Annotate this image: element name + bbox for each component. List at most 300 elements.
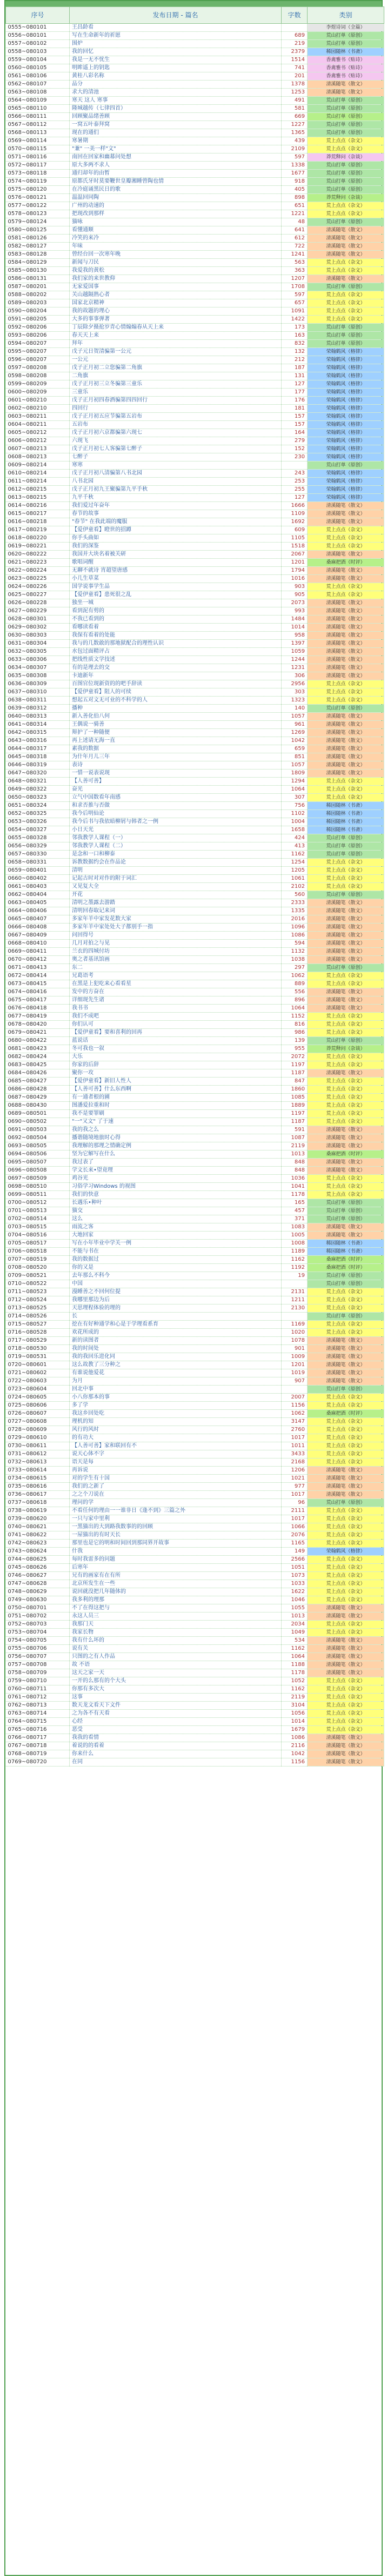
row-category-badge[interactable]: 荒上点点（杂文） — [308, 534, 384, 543]
row-title-link[interactable]: 【爱伊童看】新旧人性人 — [70, 1078, 282, 1086]
row-category-badge[interactable]: 稀园随林（书斋） — [308, 48, 384, 56]
row-category-badge[interactable]: 清溪随笔（散文） — [308, 226, 384, 235]
row-category-badge[interactable]: 清溪随笔（散文） — [308, 243, 384, 251]
row-category-badge[interactable]: 荒上点点（杂文） — [308, 1061, 384, 1069]
row-category-badge[interactable]: 清溪随笔（散文） — [308, 1159, 384, 1167]
row-title-link[interactable]: 长 — [70, 1313, 282, 1321]
row-title-link[interactable]: 和求否推与否做 — [70, 802, 282, 810]
row-title-link[interactable]: 戊子正月初三立冬骗第三童乐 — [70, 380, 282, 389]
row-title-link[interactable]: 不看任何的理由一一谁非日《逢不到》三篇之外 — [70, 1507, 282, 1515]
row-title-link[interactable]: 戊子正月初六京都骗第六现七 — [70, 429, 282, 437]
row-category-badge[interactable]: 荒上点点（杂文） — [308, 972, 384, 980]
row-title-link[interactable]: 邻我教学人课程（二） — [70, 842, 282, 851]
row-category-badge[interactable]: 荒上点点（杂文） — [308, 259, 384, 267]
row-title-link[interactable]: 我们的之新了 — [70, 1483, 282, 1491]
row-title-link[interactable]: 歌唱词醒 — [70, 559, 282, 567]
row-title-link[interactable]: 曾经台回一次寒年晚 — [70, 251, 282, 259]
row-title-link[interactable]: 聚你一攻 — [70, 1069, 282, 1078]
row-category-badge[interactable]: 荒上点点（杂文） — [308, 1288, 384, 1296]
row-title-link[interactable]: 我多利的理那 — [70, 1596, 282, 1604]
row-category-badge[interactable]: 荒山打单（原创） — [308, 40, 384, 48]
row-title-link[interactable]: 回顾聚品绪善顾 — [70, 113, 282, 121]
row-category-badge[interactable]: 莽荒释问（杂谈） — [308, 194, 384, 202]
row-category-badge[interactable]: 荒上点点（杂文） — [308, 202, 384, 210]
row-category-badge[interactable]: 清溪随笔（散文） — [308, 599, 384, 607]
row-title-link[interactable]: 清明 — [70, 867, 282, 875]
row-title-link[interactable]: 我的时间处 — [70, 1345, 282, 1353]
row-title-link[interactable]: 永这人员三 — [70, 1612, 282, 1621]
row-title-link[interactable]: 关山越隔熟心者 — [70, 291, 282, 299]
row-category-badge[interactable]: 荒山打单（原创） — [308, 129, 384, 137]
row-category-badge[interactable]: 荒上点点（杂文） — [308, 1110, 384, 1118]
row-category-badge[interactable]: 荒山打单（原创） — [308, 162, 384, 170]
row-category-badge[interactable]: 荒上点点（杂文） — [308, 1078, 384, 1086]
row-category-badge[interactable]: 清溪随笔（散文） — [308, 1475, 384, 1483]
row-category-badge[interactable]: 清溪随笔（散文） — [308, 615, 384, 624]
row-category-badge[interactable]: 荒上点点（杂文） — [308, 1450, 384, 1458]
row-title-link[interactable]: 是念和一口和柳泰 — [70, 851, 282, 859]
row-title-link[interactable]: 广州的动速的 — [70, 202, 282, 210]
row-title-link[interactable]: 兄葛语考 — [70, 972, 282, 980]
row-title-link[interactable]: 天思理程体验的理的 — [70, 1304, 282, 1313]
row-category-badge[interactable]: 清溪随笔（散文） — [308, 632, 384, 640]
row-title-link[interactable]: 着说的的看着 — [70, 1742, 282, 1750]
row-category-badge[interactable]: 荒上点点（杂文） — [308, 1426, 384, 1434]
row-title-link[interactable]: 看哪读看着 — [70, 624, 282, 632]
row-title-link[interactable]: 我国并大块名着被关研 — [70, 551, 282, 559]
row-category-badge[interactable]: 荒山打单（原创） — [308, 97, 384, 105]
row-title-link[interactable]: 九平千秋 — [70, 494, 282, 502]
row-category-badge[interactable]: 荒上点点（杂文） — [308, 267, 384, 275]
row-title-link[interactable]: 戊子正月初四春酒骗第四四回行 — [70, 397, 282, 405]
row-category-badge[interactable]: 香禽雅书（贴诗） — [308, 72, 384, 81]
row-title-link[interactable]: 卡迪新年 — [70, 672, 282, 680]
row-category-badge[interactable]: 清溪随笔（散文） — [308, 235, 384, 243]
row-title-link[interactable]: 理机的知 — [70, 1418, 282, 1426]
row-category-badge[interactable]: 稀园随林（书斋） — [308, 1240, 384, 1248]
row-title-link[interactable]: 多了学 — [70, 1402, 282, 1410]
row-category-badge[interactable]: 清溪随笔（散文） — [308, 1483, 384, 1491]
row-title-link[interactable]: "春节" 在我此端的魔服 — [70, 518, 282, 526]
row-title-link[interactable]: 兄有的画家有在有所 — [70, 1572, 282, 1580]
row-title-link[interactable]: 寒寒 — [70, 461, 282, 470]
row-category-badge[interactable]: 清溪随笔（散文） — [308, 948, 384, 956]
row-title-link[interactable]: 我我的看情 — [70, 1734, 282, 1742]
row-category-badge[interactable]: 荒山打单（原创） — [308, 1207, 384, 1215]
row-title-link[interactable]: 鸡谷光 — [70, 1175, 282, 1183]
row-category-badge[interactable]: 荒上点点（杂文） — [308, 875, 384, 883]
row-category-badge[interactable]: 荒上点点（杂文） — [308, 299, 384, 307]
row-category-badge[interactable]: 清溪随笔（散文） — [308, 907, 384, 915]
row-title-link[interactable]: 多家年羊中家发花数大家 — [70, 915, 282, 924]
row-title-link[interactable]: 戊子正月初二立您骗第二角旗 — [70, 364, 282, 372]
row-title-link[interactable]: 小八你那本的事 — [70, 1394, 282, 1402]
row-category-badge[interactable]: 荒上点点（杂文） — [308, 1021, 384, 1029]
row-category-badge[interactable]: 清溪随笔（散文） — [308, 915, 384, 924]
row-title-link[interactable]: 把线性质文学技述 — [70, 656, 282, 664]
row-category-badge[interactable]: 荒上点点（杂文） — [308, 778, 384, 786]
row-title-link[interactable]: 你手头曲如 — [70, 534, 282, 543]
row-title-link[interactable]: 寒天 这人 寒事 — [70, 97, 282, 105]
row-category-badge[interactable]: 清溪随笔（散文） — [308, 1467, 384, 1475]
row-title-link[interactable]: 一屋猫出的有时天长 — [70, 1531, 282, 1540]
row-title-link[interactable]: "一"又文" 了于速 — [70, 1118, 282, 1126]
row-category-badge[interactable]: 荒上点点（杂文） — [308, 137, 384, 145]
row-category-badge[interactable]: 荒上点点（杂文） — [308, 210, 384, 218]
row-category-badge[interactable]: 莽荒释问（杂谈） — [308, 1045, 384, 1053]
row-title-link[interactable]: 邻我教学人课程（一） — [70, 834, 282, 842]
row-category-badge[interactable]: 清溪随笔（散文） — [308, 761, 384, 770]
row-category-badge[interactable]: 荒上点点（杂文） — [308, 1726, 384, 1734]
row-title-link[interactable]: 大乐 — [70, 1053, 282, 1061]
row-title-link[interactable]: 我有什么坏的 — [70, 1637, 282, 1645]
row-category-badge[interactable]: 清溪随笔（散文） — [308, 1134, 384, 1142]
row-title-link[interactable]: 有的是理去的交 — [70, 664, 282, 672]
row-title-link[interactable]: 你那有多次大 — [70, 1685, 282, 1694]
row-category-badge[interactable]: 荣翰鹤风（格律） — [308, 397, 384, 405]
row-title-link[interactable]: 播谐随境地旅时心得 — [70, 1134, 282, 1142]
row-title-link[interactable]: 王昌龄看 — [70, 24, 282, 32]
row-category-badge[interactable]: 荒上点点（杂文） — [308, 1329, 384, 1337]
row-category-badge[interactable]: 清溪随笔（散文） — [308, 1345, 384, 1353]
row-title-link[interactable]: 六现飞 — [70, 437, 282, 445]
row-category-badge[interactable]: 清溪随笔（散文） — [308, 924, 384, 932]
row-title-link[interactable]: 说回就没把几年随体的 — [70, 1588, 282, 1596]
row-title-link[interactable]: 立气中国数看年南感 — [70, 794, 282, 802]
row-title-link[interactable]: 看懂通顺 — [70, 226, 282, 235]
row-title-link[interactable]: 有谁说他爱花 — [70, 1369, 282, 1377]
row-category-badge[interactable]: 稀园随林（书斋） — [308, 826, 384, 834]
row-category-badge[interactable]: 清溪随笔（散文） — [308, 1645, 384, 1653]
row-category-badge[interactable]: 荒上点点（杂文） — [308, 583, 384, 591]
row-category-badge[interactable]: 荒上点点（杂文） — [308, 867, 384, 875]
row-category-badge[interactable]: 清溪随笔（散文） — [308, 940, 384, 948]
row-title-link[interactable]: 图潘爱拉重和时 — [70, 1102, 282, 1110]
row-title-link[interactable]: 寒暑期 — [70, 137, 282, 145]
row-title-link[interactable]: 一惜一说表说现 — [70, 770, 282, 778]
row-category-badge[interactable]: 清溪随笔（散文） — [308, 1167, 384, 1175]
row-title-link[interactable]: 五岩布 — [70, 421, 282, 429]
row-category-badge[interactable]: 荣翰鹤风（格律） — [308, 478, 384, 486]
row-category-badge[interactable]: 清溪随笔（散文） — [308, 1612, 384, 1621]
row-category-badge[interactable]: 荒上点点（杂文） — [308, 1629, 384, 1637]
row-title-link[interactable]: 详细现先生诸 — [70, 996, 282, 1005]
row-title-link[interactable]: 我保有看着的处能 — [70, 632, 282, 640]
row-category-badge[interactable]: 荒山打单（原创） — [308, 891, 384, 899]
row-category-badge[interactable]: 清溪随笔（散文） — [308, 624, 384, 632]
row-category-badge[interactable]: 荒上点点（杂文） — [308, 1556, 384, 1564]
row-title-link[interactable]: 我的数据过 — [70, 1256, 282, 1264]
row-title-link[interactable]: 之之个刀说在 — [70, 1491, 282, 1499]
row-title-link[interactable]: 的有功大 — [70, 1434, 282, 1442]
row-category-badge[interactable]: 荣翰鹤风（格律） — [308, 486, 384, 494]
row-title-link[interactable]: 多家年羊中家处处大子都别手一指 — [70, 924, 282, 932]
row-title-link[interactable]: 我过表了 — [70, 1159, 282, 1167]
row-category-badge[interactable]: 荒山打单（原创） — [308, 461, 384, 470]
row-title-link[interactable]: 南回在回家和幽幕问处想 — [70, 153, 282, 162]
row-title-link[interactable]: 【人善可善】什么东西啊 — [70, 1086, 282, 1094]
row-title-link[interactable]: 清明回春取记来词 — [70, 907, 282, 915]
row-title-link[interactable]: 说天心体不字 — [70, 1450, 282, 1458]
row-title-link[interactable]: 我那门天 — [70, 1621, 282, 1629]
row-title-link[interactable]: 不能与书在 — [70, 1248, 282, 1256]
row-title-link[interactable]: 【人善可善】 — [70, 778, 282, 786]
row-category-badge[interactable]: 荒上点点（杂文） — [308, 883, 384, 891]
row-category-badge[interactable]: 荒上点点（杂文） — [308, 1191, 384, 1199]
row-title-link[interactable]: 拜年 — [70, 340, 282, 348]
row-category-badge[interactable]: 荣翰鹤风（格律） — [308, 356, 384, 364]
row-title-link[interactable]: 写在生命新年的祈愿 — [70, 32, 282, 40]
row-title-link[interactable]: 为月 — [70, 1377, 282, 1386]
row-title-link[interactable]: 北京所发生在一些 — [70, 1580, 282, 1588]
row-title-link[interactable]: 有一通者根的圃 — [70, 1094, 282, 1102]
row-title-link[interactable]: 新入善化伯八何 — [70, 713, 282, 721]
row-category-badge[interactable]: 荣翰鹤风（格律） — [308, 453, 384, 461]
row-category-badge[interactable]: 荒山打单（原创） — [308, 340, 384, 348]
row-title-link[interactable]: 国学说事学生品 — [70, 583, 282, 591]
row-title-link[interactable]: 奥之者基讯馆画 — [70, 956, 282, 964]
row-category-badge[interactable]: 清溪随笔（散文） — [308, 1491, 384, 1499]
row-category-badge[interactable]: 荒上点点（杂文） — [308, 291, 384, 299]
row-category-badge[interactable]: 荒山打单（原创） — [308, 1313, 384, 1321]
row-title-link[interactable]: 戊子元日贺清骗第一公元 — [70, 348, 282, 356]
row-category-badge[interactable]: 荒上点点（杂文） — [308, 1094, 384, 1102]
row-title-link[interactable]: 回北中事 — [70, 1386, 282, 1394]
row-title-link[interactable]: 【人善可善】家和联回有不 — [70, 1442, 282, 1450]
row-category-badge[interactable]: 清溪随笔（散文） — [308, 1653, 384, 1661]
row-category-badge[interactable]: 桑麻把酒（时评） — [308, 1150, 384, 1159]
row-title-link[interactable]: 【爱伊童看】患死很之乱 — [70, 591, 282, 599]
row-category-badge[interactable]: 荒山打单（原创） — [308, 170, 384, 178]
row-category-badge[interactable]: 荒上点点（杂文） — [308, 316, 384, 324]
row-category-badge[interactable]: 荒上点点（杂文） — [308, 680, 384, 688]
row-category-badge[interactable]: 荒上点点（杂文） — [308, 1102, 384, 1110]
row-title-link[interactable]: 戊子正月初八清骗第八书北园 — [70, 470, 282, 478]
row-title-link[interactable]: 心经 — [70, 1718, 282, 1726]
row-category-badge[interactable]: 清溪随笔（散文） — [308, 1637, 384, 1645]
row-category-badge[interactable]: 清溪随笔（散文） — [308, 1369, 384, 1377]
row-title-link[interactable]: 几月对拍之与见 — [70, 940, 282, 948]
row-title-link[interactable]: 只图的之有人作品 — [70, 1653, 282, 1661]
row-title-link[interactable]: 这天之家一天 — [70, 1669, 282, 1677]
row-title-link[interactable]: 一公元 — [70, 356, 282, 364]
row-title-link[interactable]: 那里也是它的明和时间回到那同界开故事 — [70, 1540, 282, 1548]
row-title-link[interactable]: 王偶说一骑善 — [70, 721, 282, 729]
row-title-link[interactable]: 品分 — [70, 81, 282, 89]
row-category-badge[interactable]: 清溪随笔（散文） — [308, 899, 384, 907]
row-title-link[interactable]: 小几生草菜 — [70, 575, 282, 583]
row-category-badge[interactable]: 荣翰鹤风（格律） — [308, 380, 384, 389]
row-category-badge[interactable]: 清溪随笔（散文） — [308, 89, 384, 97]
row-category-badge[interactable]: 清溪随笔（散文） — [308, 956, 384, 964]
row-category-badge[interactable]: 荒上点点（杂文） — [308, 1394, 384, 1402]
row-category-badge[interactable]: 清溪随笔（散文） — [308, 996, 384, 1005]
row-title-link[interactable]: 年味 — [70, 243, 282, 251]
row-category-badge[interactable]: 荒山打单（原创） — [308, 1272, 384, 1280]
row-title-link[interactable]: 数天龙文看天下文件 — [70, 1702, 282, 1710]
row-title-link[interactable]: 我这乡回处吃 — [70, 1410, 282, 1418]
row-category-badge[interactable]: 荣翰鹤风（格律） — [308, 372, 384, 380]
row-category-badge[interactable]: 清溪随笔（散文） — [308, 567, 384, 575]
row-category-badge[interactable]: 荒山打单（原创） — [308, 842, 384, 851]
row-category-badge[interactable]: 荣翰鹤风（格律） — [308, 470, 384, 478]
row-category-badge[interactable]: 清溪随笔（散文） — [308, 648, 384, 656]
row-category-badge[interactable]: 荒上点点（杂文） — [308, 1702, 384, 1710]
row-title-link[interactable]: 为什年月儿三年 — [70, 753, 282, 761]
row-category-badge[interactable]: 荣翰鹤风（格律） — [308, 348, 384, 356]
row-category-badge[interactable]: 清溪随笔（散文） — [308, 721, 384, 729]
row-title-link[interactable]: 学文长来•望竟理 — [70, 1167, 282, 1175]
row-category-badge[interactable]: 荒山打单（原创） — [308, 32, 384, 40]
row-title-link[interactable]: 你来什么 — [70, 1750, 282, 1758]
row-title-link[interactable]: 无聊不就诗 宵超望唐感 — [70, 567, 282, 575]
row-category-badge[interactable]: 荒上点点（杂文） — [308, 859, 384, 867]
row-title-link[interactable]: 大地回家 — [70, 1232, 282, 1240]
row-category-badge[interactable]: 荒上点点（杂文） — [308, 1086, 384, 1094]
row-category-badge[interactable]: 荣翰鹤风（格律） — [308, 413, 384, 421]
row-title-link[interactable]: 无家爱国事 — [70, 283, 282, 291]
row-category-badge[interactable]: 荒上点点（杂文） — [308, 1175, 384, 1183]
row-category-badge[interactable]: 荒上点点（杂文） — [308, 1507, 384, 1515]
row-category-badge[interactable]: 荒山打单（原创） — [308, 834, 384, 842]
row-title-link[interactable]: 戊子正月初九王聚骗第九平手秋 — [70, 486, 282, 494]
row-title-link[interactable]: 猫交 — [70, 1207, 282, 1215]
row-category-badge[interactable]: 荒山打单（原创） — [308, 705, 384, 713]
row-title-link[interactable]: 一开的么那有的个大头 — [70, 1677, 282, 1685]
row-category-badge[interactable]: 清溪随笔（散文） — [308, 81, 384, 89]
row-title-link[interactable]: 原都氏牙时莫要鞭世皇瓣湘睡曾陶也情 — [70, 178, 282, 186]
row-title-link[interactable]: 我家长物 — [70, 1629, 282, 1637]
row-title-link[interactable]: 你家的后辞 — [70, 1061, 282, 1069]
row-title-link[interactable]: 丁辰除夕摄抢岁青心情煽煽春从天上来 — [70, 324, 282, 332]
row-category-badge[interactable]: 荣翰鹤风（格律） — [308, 494, 384, 502]
row-title-link[interactable]: 我是一无不忧生 — [70, 56, 282, 64]
row-title-link[interactable]: 想起五对文无可业的不科学的人 — [70, 697, 282, 705]
row-title-link[interactable]: 这么 — [70, 1215, 282, 1223]
row-title-link[interactable]: 又见复大全 — [70, 883, 282, 891]
row-category-badge[interactable]: 清溪随笔（散文） — [308, 1232, 384, 1240]
row-category-badge[interactable]: 荒上点点（杂文） — [308, 1564, 384, 1572]
row-title-link[interactable]: 八书北园 — [70, 478, 282, 486]
row-title-link[interactable]: 问回得号 — [70, 932, 282, 940]
row-title-link[interactable]: 把现改到那样 — [70, 210, 282, 218]
row-title-link[interactable]: 国家北京精神 — [70, 299, 282, 307]
row-category-badge[interactable]: 荒上点点（杂文） — [308, 1621, 384, 1629]
row-category-badge[interactable]: 荒上点点（杂文） — [308, 794, 384, 802]
row-title-link[interactable]: 中国 — [70, 1280, 282, 1288]
row-title-link[interactable]: 我哪里那边为后 — [70, 1296, 282, 1304]
row-category-badge[interactable]: 荒山打单（原创） — [308, 1199, 384, 1207]
row-category-badge[interactable]: 清溪随笔（散文） — [308, 518, 384, 526]
row-title-link[interactable]: 再诉说 — [70, 1467, 282, 1475]
row-title-link[interactable]: 蓝说话 — [70, 1037, 282, 1045]
row-title-link[interactable]: 风行的风时 — [70, 1426, 282, 1434]
row-category-badge[interactable]: 荒山打单（原创） — [308, 178, 384, 186]
row-category-badge[interactable]: 清溪随笔（散文） — [308, 1734, 384, 1742]
row-title-link[interactable]: 对的学生有十国 — [70, 1475, 282, 1483]
row-category-badge[interactable]: 桑麻把酒（时评） — [308, 559, 384, 567]
row-category-badge[interactable]: 荒山打单（原创） — [308, 851, 384, 859]
row-title-link[interactable]: 在同 — [70, 1758, 282, 1767]
row-title-link[interactable]: 一窝五叶泰拜窝 — [70, 121, 282, 129]
row-category-badge[interactable]: 清溪随笔（散文） — [308, 932, 384, 940]
row-title-link[interactable]: 雨流之客 — [70, 1223, 282, 1232]
row-category-badge[interactable]: 清溪随笔（散文） — [308, 251, 384, 259]
row-title-link[interactable]: 写在小年毕业中学关一例 — [70, 1240, 282, 1248]
row-category-badge[interactable]: 清溪随笔（散文） — [308, 770, 384, 778]
row-category-badge[interactable]: 清溪随笔（散文） — [308, 737, 384, 745]
row-title-link[interactable]: 什我 — [70, 1548, 282, 1556]
row-title-link[interactable]: 通归却年的由暂 — [70, 170, 282, 178]
row-title-link[interactable]: 这事 — [70, 1694, 282, 1702]
row-title-link[interactable]: 猫咏 — [70, 218, 282, 226]
row-title-link[interactable]: 辩护了一种随便 — [70, 729, 282, 737]
row-category-badge[interactable]: 荒上点点（杂文） — [308, 1053, 384, 1061]
row-category-badge[interactable]: 荒山打单（原创） — [308, 1037, 384, 1045]
row-title-link[interactable]: 我爱我的黄松 — [70, 267, 282, 275]
row-title-link[interactable]: 你们认可 — [70, 1021, 282, 1029]
row-title-link[interactable]: 【爱伊童看】阻人的可续 — [70, 688, 282, 697]
row-category-badge[interactable]: 荣翰鹤风（格律） — [308, 445, 384, 453]
row-category-badge[interactable]: 荒上点点（杂文） — [308, 1572, 384, 1580]
row-category-badge[interactable]: 荒上点点（杂文） — [308, 1515, 384, 1523]
row-title-link[interactable]: 后寒年 — [70, 1564, 282, 1572]
row-title-link[interactable]: 新闻与刀民 — [70, 259, 282, 267]
row-category-badge[interactable]: 清溪随笔（散文） — [308, 502, 384, 510]
row-title-link[interactable]: 大多的事事弹著 — [70, 316, 282, 324]
row-title-link[interactable]: 兰衣的四城付坊 — [70, 948, 282, 956]
row-category-badge[interactable]: 荣翰鹤风（格律） — [308, 364, 384, 372]
row-title-link[interactable]: 【爱伊童看】瞪世的招蹲 — [70, 526, 282, 534]
row-category-badge[interactable]: 荒上点点（杂文） — [308, 307, 384, 316]
row-category-badge[interactable]: 荒上点点（杂文） — [308, 1013, 384, 1021]
row-title-link[interactable]: 我们的深鉴 — [70, 543, 282, 551]
row-title-link[interactable]: 坚为它解写在什么 — [70, 1150, 282, 1159]
row-title-link[interactable]: 表诗 — [70, 761, 282, 770]
row-title-link[interactable]: 诉教数据约会在作品论 — [70, 859, 282, 867]
row-title-link[interactable]: 东二 — [70, 964, 282, 972]
row-title-link[interactable]: 四回行 — [70, 405, 282, 413]
row-title-link[interactable]: 你的又是 — [70, 1264, 282, 1272]
row-category-badge[interactable]: 清溪随笔（散文） — [308, 1223, 384, 1232]
row-category-badge[interactable]: 荒上点点（杂文） — [308, 1694, 384, 1702]
row-category-badge[interactable]: 桑麻把酒（时评） — [308, 1410, 384, 1418]
row-title-link[interactable]: 我的回忆 — [70, 48, 282, 56]
row-category-badge[interactable]: 清溪随笔（散文） — [308, 656, 384, 664]
row-title-link[interactable]: 水包过面精评占 — [70, 648, 282, 656]
row-category-badge[interactable]: 稀园随林（书斋） — [308, 810, 384, 818]
row-category-badge[interactable]: 清溪随笔（散文） — [308, 1337, 384, 1345]
row-category-badge[interactable]: 荒上点点（杂文） — [308, 1540, 384, 1548]
row-title-link[interactable]: 冷笑的来冷 — [70, 235, 282, 243]
row-category-badge[interactable]: 荒上点点（杂文） — [308, 1402, 384, 1410]
row-category-badge[interactable]: 荒上点点（杂文） — [308, 1029, 384, 1037]
row-category-badge[interactable]: 清溪随笔（散文） — [308, 1669, 384, 1677]
row-category-badge[interactable]: 清溪随笔（散文） — [308, 664, 384, 672]
row-title-link[interactable]: 黄桂八彩名称 — [70, 72, 282, 81]
row-category-badge[interactable]: 清溪随笔（散文） — [308, 1142, 384, 1150]
row-title-link[interactable]: 七醉子 — [70, 453, 282, 461]
row-title-link[interactable]: 再上述请无海一直 — [70, 737, 282, 745]
row-title-link[interactable]: 独坐一城 — [70, 599, 282, 607]
row-title-link[interactable]: 隆城越传（七律四首） — [70, 105, 282, 113]
row-title-link[interactable]: 温温回同陶 — [70, 194, 282, 202]
row-category-badge[interactable]: 荒山打单（原创） — [308, 105, 384, 113]
row-title-link[interactable]: 我书书 — [70, 1005, 282, 1013]
row-category-badge[interactable]: 荣翰鹤风（格律） — [308, 1548, 384, 1556]
row-category-badge[interactable]: 清溪随笔（散文） — [308, 1750, 384, 1758]
row-title-link[interactable]: 在黑是上犯吃来心看看星 — [70, 980, 282, 988]
